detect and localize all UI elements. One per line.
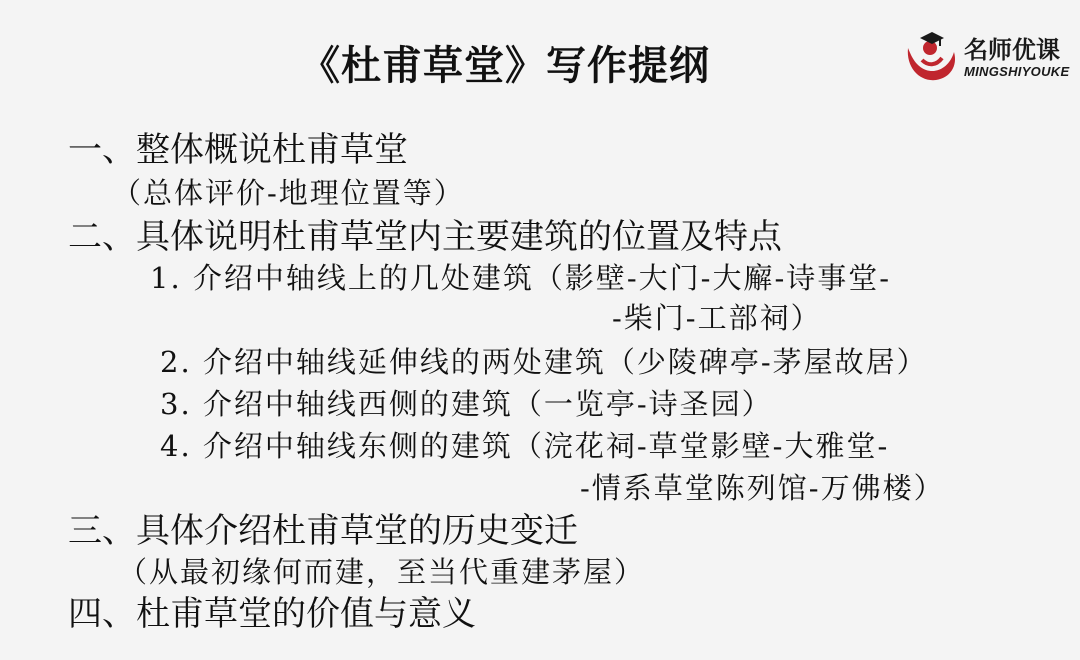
logo-name: 名师优课 [964,36,1060,64]
section-3-note: （从最初缘何而建，至当代重建茅屋） [118,555,646,589]
section-1-heading: 一、整体概说杜甫草堂 [68,130,408,170]
page-title: 《杜甫草堂》写作提纲 [300,43,710,89]
section-2-heading: 二、具体说明杜甫草堂内主要建筑的位置及特点 [68,217,782,257]
brand-logo [900,26,1080,86]
section-2-item-4-cont: -情系草堂陈列馆-万佛楼） [580,471,945,505]
section-1-note: （总体评价-地理位置等） [112,176,465,210]
section-2-item-1-cont: -柴门-工部祠） [612,301,822,335]
section-2-item-4: 4. 介绍中轴线东侧的建筑（浣花祠-草堂影壁-大雅堂- [160,429,890,463]
section-3-heading: 三、具体介绍杜甫草堂的历史变迁 [68,511,578,551]
section-2-item-1: 1. 介绍中轴线上的几处建筑（影壁-大门-大廨-诗事堂- [150,261,892,295]
logo-icon [900,26,960,86]
logo-subtitle: MINGSHIYOUKE [964,64,1070,79]
section-2-item-2: 2. 介绍中轴线延伸线的两处建筑（少陵碑亭-茅屋故居） [160,345,928,379]
section-4-heading: 四、杜甫草堂的价值与意义 [68,594,476,634]
section-2-item-3: 3. 介绍中轴线西侧的建筑（一览亭-诗圣园） [160,387,773,421]
